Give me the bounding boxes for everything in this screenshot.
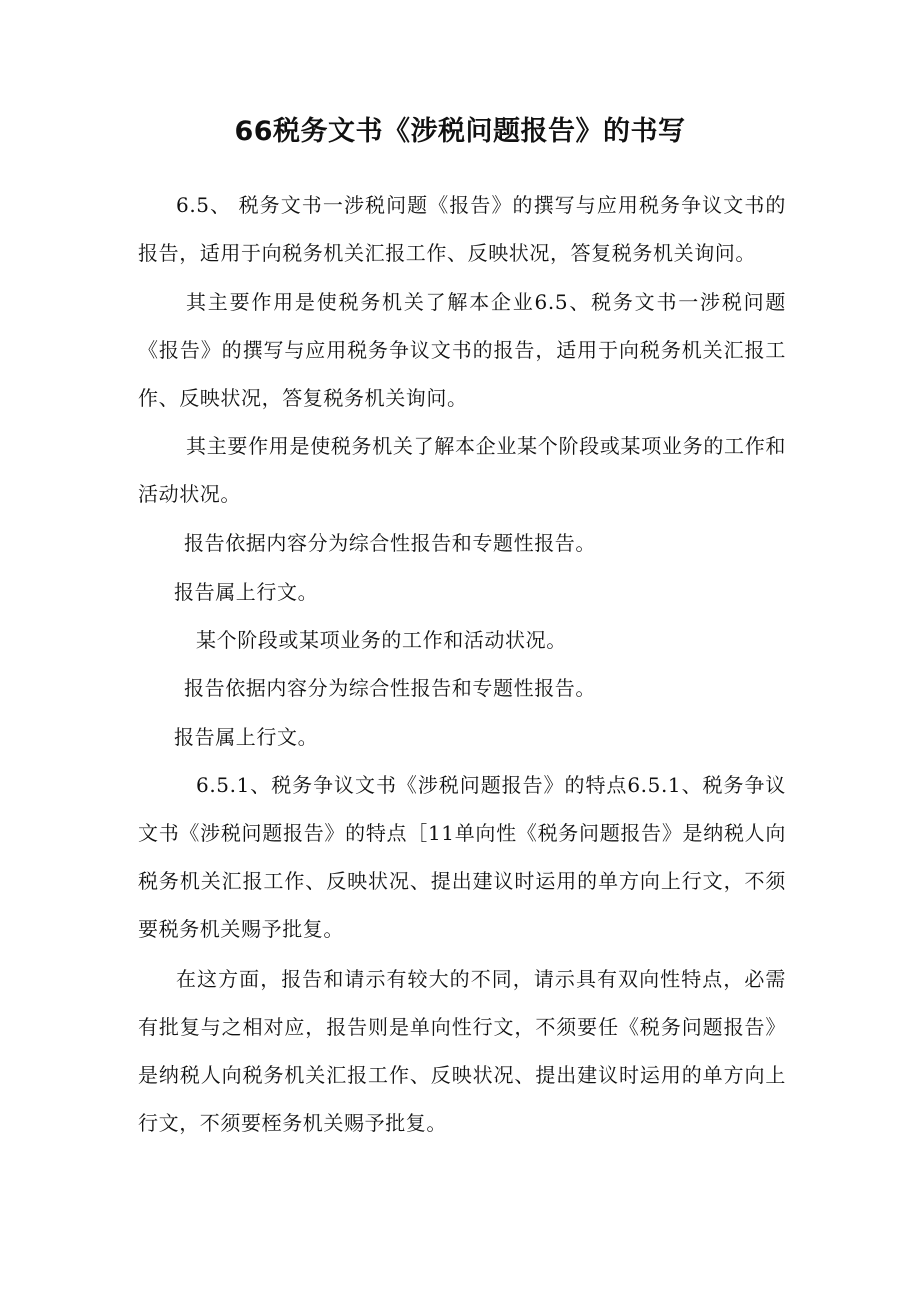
paragraph-4: 报告依据内容分为综合性报告和专题性报告。	[184, 531, 596, 555]
paragraph-2: 其主要作用是使税务机关了解本企业6.5、税务文书一涉税问题《报告》的撰写与应用税务争议文书的报告，适用于向税务机关汇报工作、反映状况，答复税务机关询问。	[138, 290, 786, 410]
paragraph-7: 报告依据内容分为综合性报告和专题性报告。	[184, 676, 596, 700]
document-title: 66税务文书《涉税问题报告》的书写	[234, 116, 686, 147]
paragraph-3: 其主要作用是使税务机关了解本企业某个阶段或某项业务的工作和活动状况。	[138, 434, 786, 506]
paragraph-10: 在这方面，报告和请示有较大的不同，请示具有双向性特点，必需有批复与之相对应，报告则是单向性行文，不须要任《税务问题报告》是纳税人向税务机关汇报工作、反映状况、提出建议时运用的单方向上行文，不须要桎务机关赐予批复。	[138, 967, 786, 1135]
paragraph-1: 6.5、 税务文书一涉税问题《报告》的撰写与应用税务争议文书的报告，适用于向税务机关汇报工作、反映状况，答复税务机关询问。	[138, 193, 786, 265]
paragraph-6: 某个阶段或某项业务的工作和活动状况。	[196, 628, 567, 652]
paragraph-9: 6.5.1、税务争议文书《涉税问题报告》的特点6.5.1、税务争议文书《涉税问题报告》的特点［11单向性《税务问题报告》是纳税人向税务机关汇报工作、反映状况、提出建议时运用的单方向上行文，不须要税务机关赐予批复。	[138, 773, 786, 941]
paragraph-5: 报告属上行文。	[174, 580, 319, 604]
paragraph-8: 报告属上行文。	[174, 725, 319, 749]
